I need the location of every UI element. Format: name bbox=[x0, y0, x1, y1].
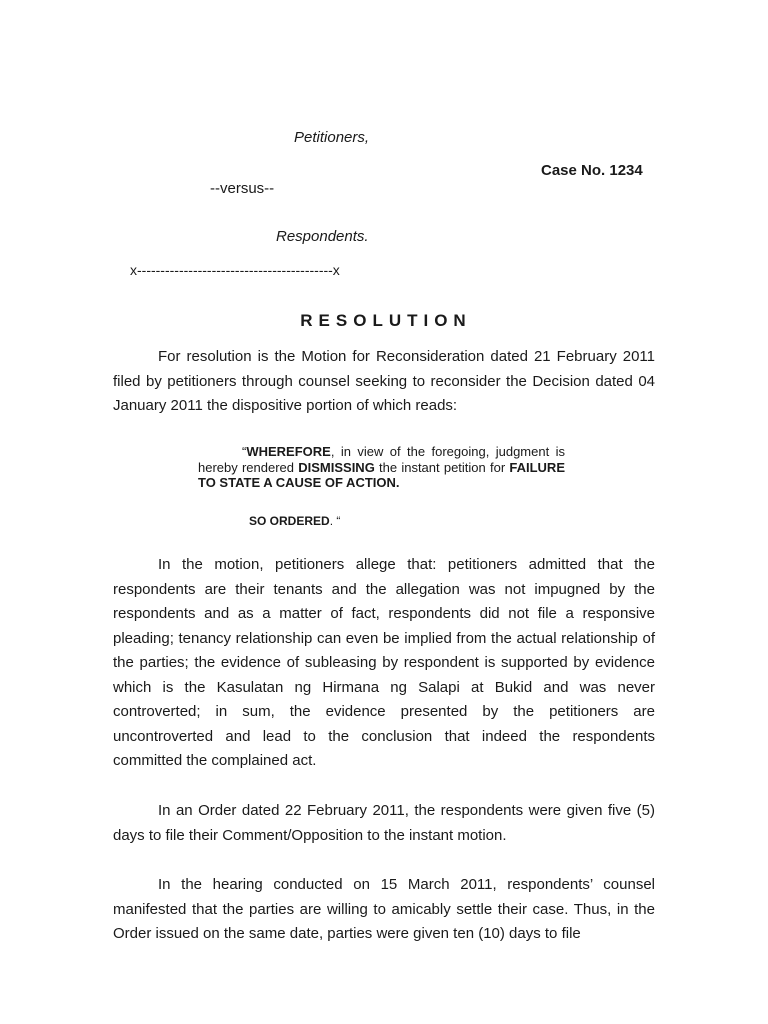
paragraph-motion-allegations: In the motion, petitioners allege that: petitioners admitted that the respondents are their tenants and the allegation was not impugned by the respondents and as a matter of fact, respondents did not file a responsive pleading; tenancy relationship can even be implied from the actual relationship of the parties; the evidence of subleasing by respondent is supported by evidence which is the Kasulatan ng Hirmana ng Salapi at Bukid and was never controverted; in sum, the evidence presented by the petitioners are uncontroverted and lead to the conclusion that indeed the respondents committed the complained act. bbox=[113, 556, 655, 769]
quote-text-2: the instant petition for bbox=[374, 459, 510, 475]
paragraph-hearing: In the hearing conducted on 15 March 2011, respondents’ counsel manifested that the parties are willing to amicably settle their case. Thus, in the Order issued on the same date, parties were given ten (10) days to file bbox=[113, 876, 655, 942]
so-ordered-text: SO ORDERED bbox=[249, 514, 330, 528]
caption-separator: x------------------------------------------x bbox=[130, 262, 340, 278]
respondents-label: Respondents. bbox=[276, 228, 369, 245]
versus-label: --versus-- bbox=[210, 180, 275, 197]
quote-close-mark: . “ bbox=[329, 514, 341, 528]
paragraph-motion-intro: For resolution is the Motion for Reconsideration dated 21 February 2011 filed by petitioners through counsel seeking to reconsider the Decision dated 04 January 2011 the dispositive portion of which reads: bbox=[113, 348, 655, 414]
quote-wherefore: WHEREFORE bbox=[246, 444, 331, 459]
quote-failure: FAILURE TO STATE A CAUSE OF ACTION. bbox=[198, 459, 565, 490]
case-number: Case No. 1234 bbox=[541, 162, 643, 179]
paragraph-order-comment: In an Order dated 22 February 2011, the respondents were given five (5) days to file their Comment/Opposition to the instant motion. bbox=[113, 802, 655, 844]
so-ordered-line bbox=[249, 514, 340, 528]
document-title: RESOLUTION bbox=[300, 311, 472, 330]
petitioners-label: Petitioners, bbox=[294, 129, 370, 146]
quote-dismissing: DISMISSING bbox=[298, 459, 375, 475]
quote-open-mark: “ bbox=[242, 444, 247, 459]
dispositive-quote bbox=[198, 444, 565, 491]
quote-text-1: , in view of the foregoing, judgment is hereby rendered bbox=[198, 444, 565, 475]
